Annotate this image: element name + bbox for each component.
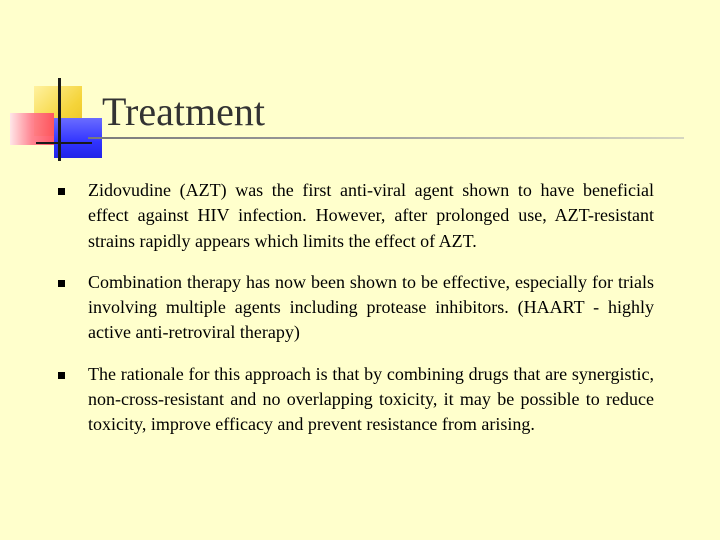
bullet-list xyxy=(0,178,720,454)
logo-horizontal-rule xyxy=(36,142,92,144)
square-bullet-icon xyxy=(58,280,65,287)
bullet-item xyxy=(0,362,720,438)
bullet-item xyxy=(0,270,720,346)
vertical-rule xyxy=(58,78,61,161)
slide-title: Treatment xyxy=(102,89,265,134)
bullet-text: Zidovudine (AZT) was the first anti-viral agent shown to have beneficial effect against HIV infection. However, after prolonged use, AZT-resistant strains rapidly appears which limits the effect of AZT. xyxy=(88,180,654,251)
square-bullet-icon xyxy=(58,188,65,195)
square-bullet-icon xyxy=(58,372,65,379)
bullet-item xyxy=(0,178,720,254)
bullet-text: The rationale for this approach is that by combining drugs that are synergistic, non-cross-resistant and no overlapping toxicity, it may be possible to reduce toxicity, improve efficacy and prevent resistance from arising. xyxy=(88,363,654,435)
bullet-text: Combination therapy has now been shown to be effective, especially for trials involving multiple agents including protease inhibitors. (HAART - highly active anti-retroviral therapy) xyxy=(88,271,654,343)
decorative-logo xyxy=(0,0,110,170)
red-square-shape xyxy=(10,113,54,145)
